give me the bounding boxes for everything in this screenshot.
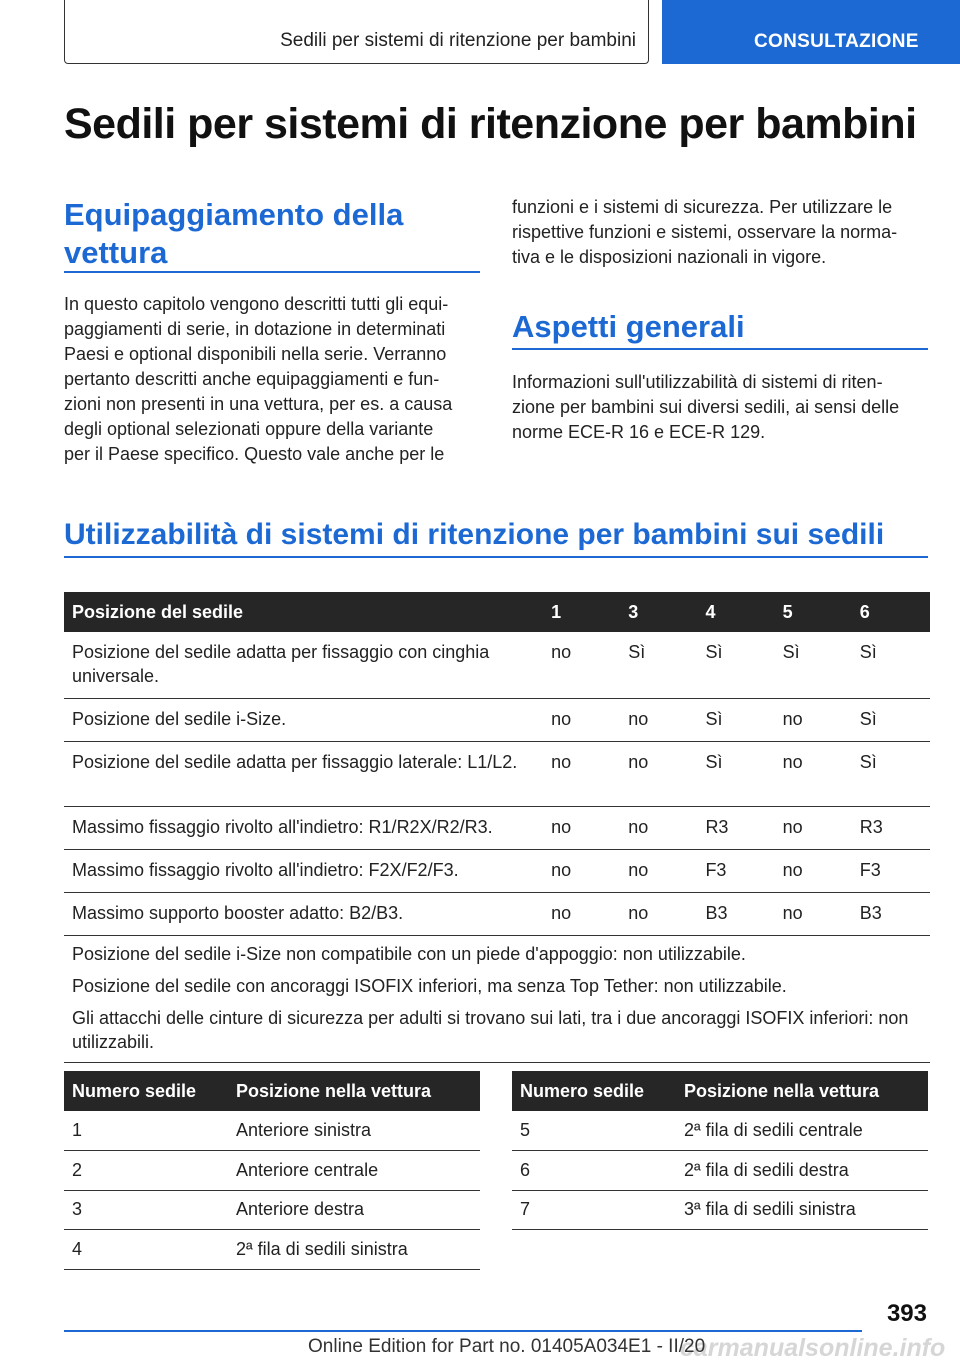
table-cell: no	[620, 699, 697, 742]
table-cell: 2ª fila di sedili sinistra	[228, 1230, 480, 1270]
footer-edition: Online Edition for Part no. 01405A034E1 - II/20	[308, 1336, 706, 1357]
table-row	[64, 1111, 480, 1151]
table-cell: Anteriore destra	[228, 1190, 480, 1230]
page-number: 393	[886, 1300, 927, 1327]
text-line: rispettive funzioni e sistemi, osservare la norma‐	[512, 222, 898, 242]
equipment-heading-line1: Equipaggiamento della	[64, 197, 404, 232]
table-cell: no	[775, 699, 852, 742]
table-header-row	[512, 1071, 928, 1111]
table-notes	[64, 936, 930, 1063]
table-cell: no	[543, 893, 620, 936]
table-cell: R3	[852, 807, 930, 850]
table-note: Posizione del sedile i-Size non compatibile con un piede d'appoggio: non utilizzabile.	[72, 944, 746, 964]
table-row	[64, 1230, 480, 1270]
column-header: Numero sedile	[72, 1080, 197, 1101]
equipment-heading-line2: vettura	[64, 235, 168, 270]
table-cell: Sì	[775, 632, 852, 699]
table-row	[64, 893, 930, 936]
column-header: 4	[705, 601, 716, 622]
table-header-row	[64, 1071, 480, 1111]
table-cell: no	[775, 850, 852, 893]
table-note: Posizione del sedile con ancoraggi ISOFIX inferiori, ma senza Top Tether: non utilizzabile.	[72, 976, 787, 996]
column-header: Numero sedile	[520, 1080, 645, 1101]
table-cell: Anteriore sinistra	[228, 1111, 480, 1151]
usability-heading: Utilizzabilità di sistemi di ritenzione per bambini sui sedili	[64, 518, 885, 551]
text-line: degli optional selezionati oppure della variante	[64, 419, 434, 439]
table-cell: 3ª fila di sedili sinistra	[676, 1190, 928, 1230]
table-cell: no	[543, 807, 620, 850]
text-line: zioni non presenti in una vettura, per es. a causa	[64, 394, 453, 414]
table-cell: no	[543, 742, 620, 807]
usability-heading-rule	[64, 556, 928, 558]
equipment-heading	[64, 196, 403, 272]
text-line: Informazioni sull'utilizzabilità di sistemi di riten‐	[512, 372, 883, 392]
table-cell: 3	[64, 1190, 228, 1230]
table-cell: 2	[64, 1151, 228, 1191]
column-header: Posizione del sedile	[72, 601, 244, 622]
table-cell: 4	[64, 1230, 228, 1270]
table-header-row	[64, 592, 930, 632]
text-line: per il Paese specifico. Questo vale anche per le	[64, 444, 445, 464]
text-line: In questo capitolo vengono descritti tutti gli equi‐	[64, 294, 449, 314]
table-row	[64, 850, 930, 893]
page-title: Sedili per sistemi di ritenzione per bambini	[64, 100, 917, 148]
row-label: Massimo supporto booster adatto: B2/B3.	[64, 893, 543, 936]
table-cell: no	[775, 742, 852, 807]
row-label: Posizione del sedile i-Size.	[64, 699, 543, 742]
text-line: zione per bambini sui diversi sedili, ai sensi delle	[512, 397, 900, 417]
text-line: funzioni e i sistemi di sicurezza. Per utilizzare le	[512, 197, 893, 217]
footer-rule	[64, 1330, 862, 1332]
table-cell: no	[775, 893, 852, 936]
general-heading: Aspetti generali	[512, 309, 745, 344]
seat-table-right	[512, 1071, 928, 1230]
table-cell: F3	[697, 850, 774, 893]
table-row	[64, 807, 930, 850]
table-cell: Anteriore centrale	[228, 1151, 480, 1191]
table-cell: Sì	[697, 742, 774, 807]
table-cell: Sì	[852, 699, 930, 742]
table-cell: no	[543, 632, 620, 699]
text-line: pertanto descritti anche equipaggiamenti e fun‐	[64, 369, 440, 389]
table-cell: 7	[512, 1190, 676, 1230]
header-box	[64, 0, 649, 64]
table-cell: no	[543, 699, 620, 742]
table-row	[64, 632, 930, 699]
row-label: Massimo fissaggio rivolto all'indietro: R1/R2X/R2/R3.	[64, 807, 543, 850]
table-row	[512, 1190, 928, 1230]
column-header: 3	[628, 601, 639, 622]
equipment-paragraph	[64, 292, 484, 467]
table-note: Gli attacchi delle cinture di sicurezza per adulti si trovano sui lati, tra i due ancoraggi ISOFIX inferiori: non utilizzabili.	[72, 1008, 909, 1052]
table-cell: no	[620, 893, 697, 936]
table-cell: 2ª fila di sedili centrale	[676, 1111, 928, 1151]
table-cell: Sì	[620, 632, 697, 699]
column-header: 5	[782, 601, 793, 622]
seat-table-left	[64, 1071, 480, 1270]
row-label: Posizione del sedile adatta per fissaggio con cinghia universale.	[64, 632, 543, 699]
equipment-paragraph-continued	[512, 195, 932, 270]
general-paragraph	[512, 370, 932, 445]
usability-table	[64, 592, 930, 1063]
table-cell: B3	[697, 893, 774, 936]
table-row	[64, 742, 930, 807]
table-cell: 2ª fila di sedili destra	[676, 1151, 928, 1191]
table-cell: Sì	[697, 699, 774, 742]
table-cell: Sì	[697, 632, 774, 699]
text-line: norme ECE-R 16 e ECE-R 129.	[512, 422, 766, 442]
table-cell: no	[620, 850, 697, 893]
text-line: tiva e le disposizioni nazionali in vigore.	[512, 247, 827, 267]
table-row	[64, 699, 930, 742]
table-cell: 1	[64, 1111, 228, 1151]
table-row	[64, 1190, 480, 1230]
table-row	[64, 1151, 480, 1191]
header-section-title: Sedili per sistemi di ritenzione per bambini	[280, 30, 636, 51]
table-cell: no	[775, 807, 852, 850]
watermark: carmanualsonline.info	[680, 1334, 946, 1362]
row-label: Massimo fissaggio rivolto all'indietro: F2X/F2/F3.	[64, 850, 543, 893]
equipment-heading-rule	[64, 271, 480, 273]
table-cell: B3	[852, 893, 930, 936]
column-header: Posizione nella vettura	[684, 1080, 880, 1101]
table-cell: no	[620, 807, 697, 850]
row-label: Posizione del sedile adatta per fissaggio laterale: L1/L2.	[64, 742, 543, 807]
table-cell: R3	[697, 807, 774, 850]
table-cell: 5	[512, 1111, 676, 1151]
table-cell: no	[543, 850, 620, 893]
table-cell: 6	[512, 1151, 676, 1191]
table-row	[512, 1111, 928, 1151]
column-header: Posizione nella vettura	[236, 1080, 432, 1101]
text-line: Paesi e optional disponibili nella serie. Verranno	[64, 344, 447, 364]
text-line: paggiamenti di serie, in dotazione in determinati	[64, 319, 446, 339]
table-cell: Sì	[852, 742, 930, 807]
table-cell: no	[620, 742, 697, 807]
general-heading-rule	[512, 348, 928, 350]
header-tab-consultazione[interactable]: CONSULTAZIONE	[662, 0, 960, 64]
table-row	[512, 1151, 928, 1191]
column-header: 1	[551, 601, 562, 622]
column-header: 6	[859, 601, 870, 622]
table-notes-row	[64, 936, 930, 1063]
table-cell: F3	[852, 850, 930, 893]
table-cell: Sì	[852, 632, 930, 699]
